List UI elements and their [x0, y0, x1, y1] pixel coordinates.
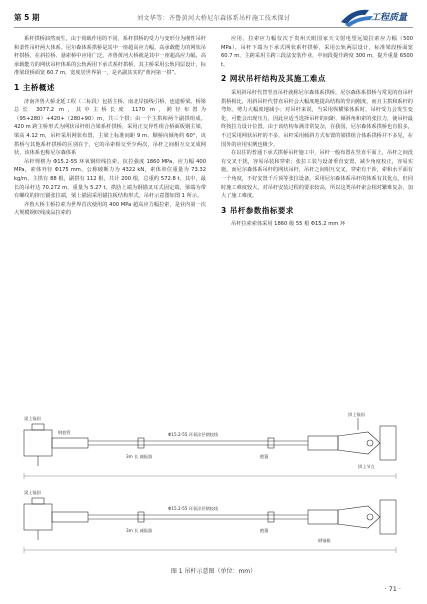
section1-paragraph-3: 齐鲁大桥主桥拉索为世界首次使用的 400 MPa 超高应力幅拉索，是业内第一次大规模钢绞线成品拉索的 — [14, 201, 206, 217]
label-steel-anchor: 钢锚箱 — [318, 538, 331, 543]
journal-logo-text: 工程质量 — [370, 13, 407, 23]
issue-label: 第 5 期 — [14, 13, 40, 22]
label-limiter-top: 3m 长 减振器 — [126, 454, 153, 459]
lower-hanger — [24, 498, 396, 540]
label-arch-end: 拱上锚固 — [348, 412, 365, 417]
section-heading-3: 3 吊杆参数指标要求 — [221, 205, 294, 215]
label-hoop-bottom: 抱箍 — [260, 528, 269, 533]
section-heading-2: 2 网状吊杆结构及其施工难点 — [221, 74, 326, 84]
figure-caption: 图 1 吊杆示意图（单位：mm） — [170, 568, 257, 575]
section3-paragraph-1: 吊杆拉索索体采用 1860 级 55 根 Φ15.2 mm 环 — [231, 221, 346, 228]
label-hoop-top: 抱箍 — [260, 454, 269, 459]
hanger-diagram — [18, 408, 410, 563]
label-beam-anchor-top: 梁上锚固 — [24, 416, 41, 421]
label-limiter-bottom: 3m 长 减振器 — [126, 528, 153, 533]
label-epoxy-strand-top: Φ15.2-55 环氧涂层钢绞线 — [168, 432, 219, 437]
section2-paragraph-1: 采用斜吊杆代替竖直吊杆就称尼尔森体系拱桥。尼尔森体系拱桥与常见的直吊杆拱桥相比，用斜吊杆代替直吊杆会大幅度地提高结构的竖向刚度，而且主拱和系杆的弯矩、剪力大幅度地减小；对吊杆来说，当采用纵横梁体系时，吊杆受力会发生变化，可能会出现压力，因此应适当选择吊杆的间距、倾斜角和索的张拉力，使吊杆最终按拉力设计位置。由于该结构布满非常复杂，在我国，尼尔森体系拱桥也有很多，不过采用网状吊杆的不多，吊杆采用倾斜方式布置的梁拱组合体系拱桥并不多见，在国外的应用实例也极少。 — [221, 89, 413, 148]
upper-hanger — [24, 418, 396, 466]
page-header — [0, 0, 427, 40]
label-arch-node: 拱上节点 — [358, 464, 375, 469]
dimension-lines — [24, 473, 396, 553]
label-beam-anchor-bottom: 梁上锚固 — [24, 490, 41, 495]
section1-paragraph-2: 吊杆规格为 Φ15.2-55 环氧钢绞线拉索，抗拉强度 1860 MPa，应力幅 400 MPa，索体外径 Φ175 mm，公称破断力为 4322 kN，索体单位重量为 73.32 kg/m，主拱有 88 根，副拱有 112 根，共计 200 根，总重约 572.8 t，其中，最长的吊杆达 70.272 m，重量为 5.27 t。拱肋上端为钢锚叉耳式固定端，梁端为带有螺纹的挤压锚张拉端，梁上锚固采用锚拉板结构形式。吊杆示意图如图 1 所示。 — [14, 158, 206, 200]
right-top-paragraph: 应用，拉索应力幅仅次于贵州天眼国家天文射电望远镜拉索应力幅（500 MPa）。吊杆下端为下承式网状系杆拱桥，采用公轨两层设计，标准梁段桥面宽 60.7 m，主跨采用主跨三段法安装作业，中间段提升跨度 300 m，提升重量 6500 t。 — [221, 36, 413, 68]
label-epoxy-strand-bottom: Φ15.2-55 环氧涂层钢绞线 — [168, 506, 219, 511]
section1-paragraph-1: 济南齐鲁大桥北延工程（二标段）包括主桥、南北岸接线引桥、连道桥梁。桥梁总长 3077.2 m，其中主桥长度 1170 m，跨径布置为（95+280）+420+（280+90）m，共三个拱；由一个主拱和两个副拱组成。420 m 跨主桥形式为网状吊杆组合梁系杆拱桥，采用正交异性组合桥面板钢主梁，梁高 4.12 m，吊杆采用网状布置，主梁上标准间距 9 m，顺桥向倾角约 60°，该拱桥与其他系杆拱桥的区别在于，它的吊索相交至少两次，吊杆之间相互交叉成网状，该体系也称尼尔森体系 — [14, 98, 206, 157]
label-pipe: 钢套管 — [58, 430, 71, 435]
running-title: 刘文华等：齐鲁黄河大桥尼尔森体系吊杆施工技术探讨 — [136, 15, 291, 22]
left-column — [14, 35, 206, 218]
section-heading-1: 1 主桥概述 — [14, 82, 55, 92]
page-number: · 71 · — [384, 585, 401, 593]
header-divider — [14, 27, 413, 28]
right-column — [221, 35, 413, 229]
section2-paragraph-2: 在以往的普通下承式拱桥吊杆施工中，吊杆一般布置在竖直平面上，吊杆之间没有交叉干扰，容易吊装和穿索；张拉工装与设备垂直安置，减少角度校正，容易实施。而尼尔森体系吊杆的网状吊杆，吊杆之间相互交叉，穿索有干涉，索和水平面有一个角度，不好安置千斤顶等张拉设备。采用尼尔森体系吊杆的体系有其优点，但同时施工难度较大，对吊杆安装过程的要求较高，所以这类吊杆索会相对繁难复杂，加大了施工难度。 — [221, 150, 413, 200]
intro-paragraph: 系杆拱桥油然而生，由于荷载作用的不同，系杆拱桥的受力与变形分为刚性吊杆和柔性吊杆两大体系。尼尔森体系拱桥是其中一座超高应力幅、高承载能力的网状吊杆拱桥，在斜拉桥、悬索桥中应用广泛。齐鲁黄河大桥就是其中一座超高应力幅，高承载能力的网状吊杆体系的公轨两用下承式系杆拱桥，其主桥采用公轨同层设计，标准梁段桥面宽 60.7 m，宽度居世界第一，是名副其实的“黄河第一拱”。 — [14, 36, 206, 77]
